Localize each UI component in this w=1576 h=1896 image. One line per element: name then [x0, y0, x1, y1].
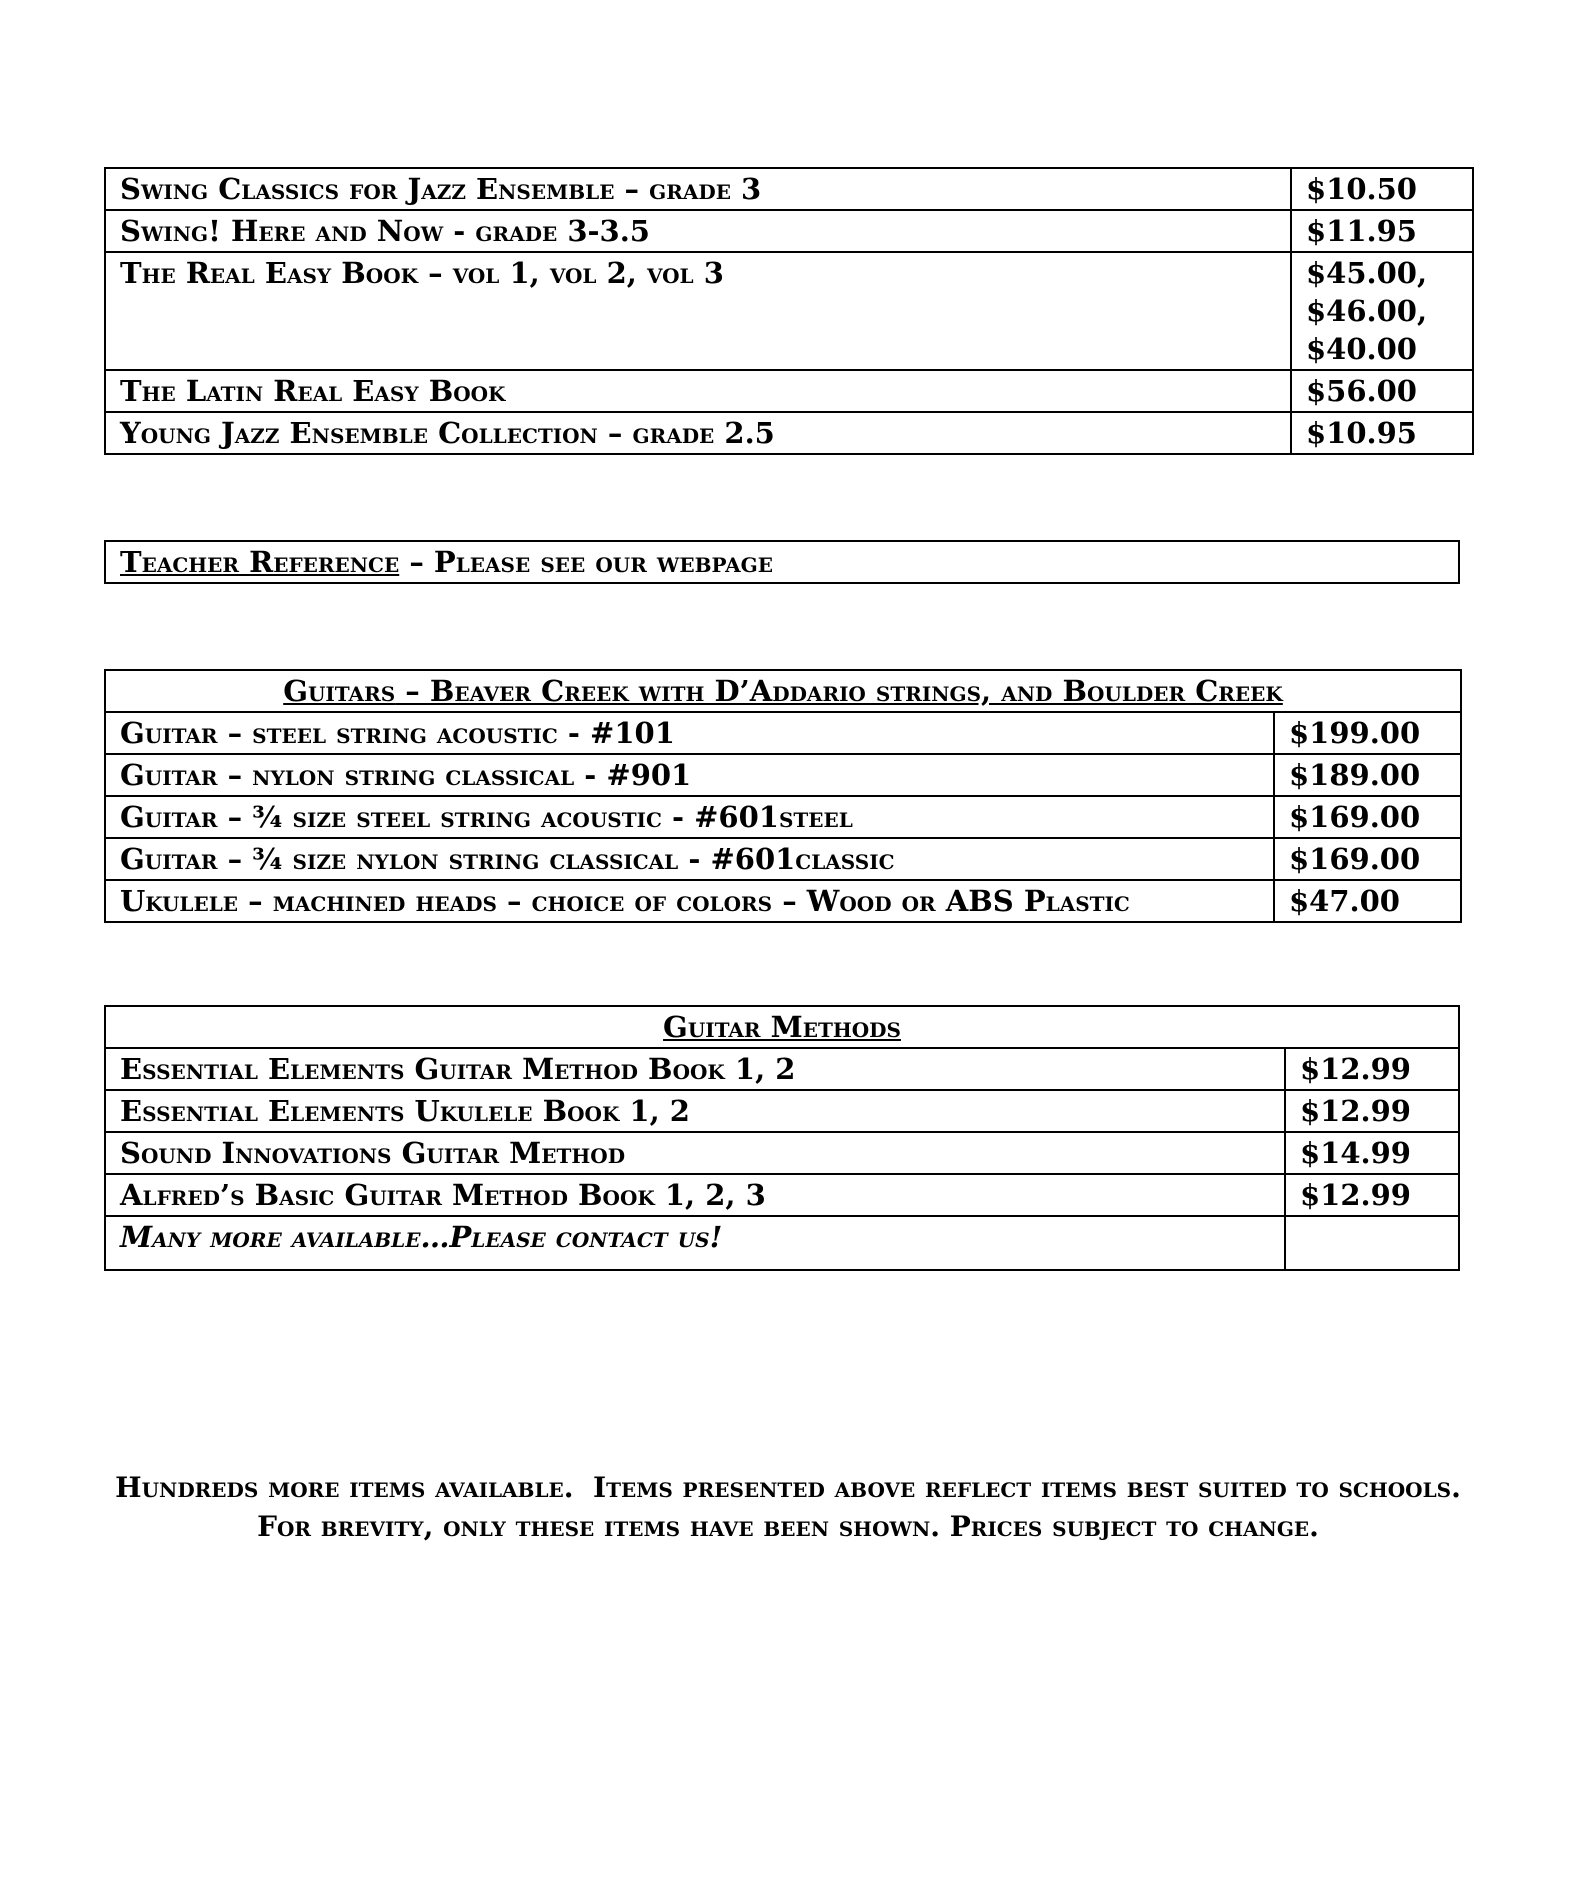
item-title: Alfred’s Basic Guitar Method Book 1, 2, 3 [105, 1174, 1285, 1216]
item-price: $14.99 [1285, 1132, 1459, 1174]
item-title: Young Jazz Ensemble Collection – grade 2.5 [105, 412, 1291, 454]
guitar-methods-header-label: Guitar Methods [663, 1010, 901, 1044]
table-row [105, 838, 1461, 880]
item-price: $12.99 [1285, 1048, 1459, 1090]
item-price-group [1291, 252, 1473, 370]
item-price: $189.00 [1274, 754, 1461, 796]
item-price: $46.00, [1306, 294, 1428, 328]
table-row [105, 754, 1461, 796]
guitars-header [105, 670, 1461, 712]
table-row [105, 168, 1473, 210]
guitars-header-rest: – Beaver Creek with D’Addario strings, and Boulder Creek [395, 674, 1283, 708]
item-price: $10.95 [1291, 412, 1473, 454]
item-title: Guitar – steel string acoustic - #101 [105, 712, 1274, 754]
table-row [105, 412, 1473, 454]
guitars-table [104, 669, 1462, 923]
item-price: $45.00, [1306, 256, 1428, 290]
item-price: $10.50 [1291, 168, 1473, 210]
item-price: $56.00 [1291, 370, 1473, 412]
empty-price-cell [1285, 1216, 1459, 1270]
table-row [105, 252, 1473, 370]
footer-note [60, 1468, 1516, 1546]
table-row [105, 370, 1473, 412]
item-price: $12.99 [1285, 1174, 1459, 1216]
item-title: Guitar – ¾ size nylon string classical - #601classic [105, 838, 1274, 880]
jazz-books-table [104, 167, 1474, 455]
item-title: The Real Easy Book – vol 1, vol 2, vol 3 [105, 252, 1291, 370]
table-row [105, 1216, 1459, 1270]
item-price: $169.00 [1274, 838, 1461, 880]
table-row [105, 796, 1461, 838]
table-row [105, 712, 1461, 754]
item-title: Guitar – nylon string classical - #901 [105, 754, 1274, 796]
item-title: The Latin Real Easy Book [105, 370, 1291, 412]
table-row [105, 1174, 1459, 1216]
teacher-reference-cell [105, 541, 1459, 583]
table-header-row [105, 1006, 1459, 1048]
item-price: $169.00 [1274, 796, 1461, 838]
item-title: Essential Elements Ukulele Book 1, 2 [105, 1090, 1285, 1132]
guitar-methods-header [105, 1006, 1459, 1048]
item-title: Swing! Here and Now - grade 3-3.5 [105, 210, 1291, 252]
table-row [105, 1048, 1459, 1090]
table-row [105, 541, 1459, 583]
item-price: $40.00 [1306, 332, 1417, 366]
item-title: Ukulele – machined heads – choice of colors – Wood or ABS Plastic [105, 880, 1274, 922]
table-row [105, 880, 1461, 922]
guitars-header-label: Guitars [283, 674, 396, 708]
footer-line: For brevity, only these items have been shown. Prices subject to change. [257, 1510, 1319, 1543]
table-header-row [105, 670, 1461, 712]
teacher-reference-label: Teacher Reference [120, 545, 400, 579]
footer-line: Hundreds more items available. Items presented above reflect items best suited to schools. [115, 1471, 1461, 1504]
table-row [105, 210, 1473, 252]
item-title: Essential Elements Guitar Method Book 1, 2 [105, 1048, 1285, 1090]
teacher-reference-table [104, 540, 1460, 584]
table-row [105, 1090, 1459, 1132]
table-row [105, 1132, 1459, 1174]
teacher-reference-text: – Please see our webpage [399, 545, 773, 579]
item-price: $47.00 [1274, 880, 1461, 922]
item-price: $12.99 [1285, 1090, 1459, 1132]
item-title: Sound Innovations Guitar Method [105, 1132, 1285, 1174]
item-price: $11.95 [1291, 210, 1473, 252]
guitar-methods-table [104, 1005, 1460, 1271]
item-title: Swing Classics for Jazz Ensemble – grade 3 [105, 168, 1291, 210]
closing-note: Many more available…Please contact us! [105, 1216, 1285, 1270]
item-title: Guitar – ¾ size steel string acoustic - #601steel [105, 796, 1274, 838]
item-price: $199.00 [1274, 712, 1461, 754]
